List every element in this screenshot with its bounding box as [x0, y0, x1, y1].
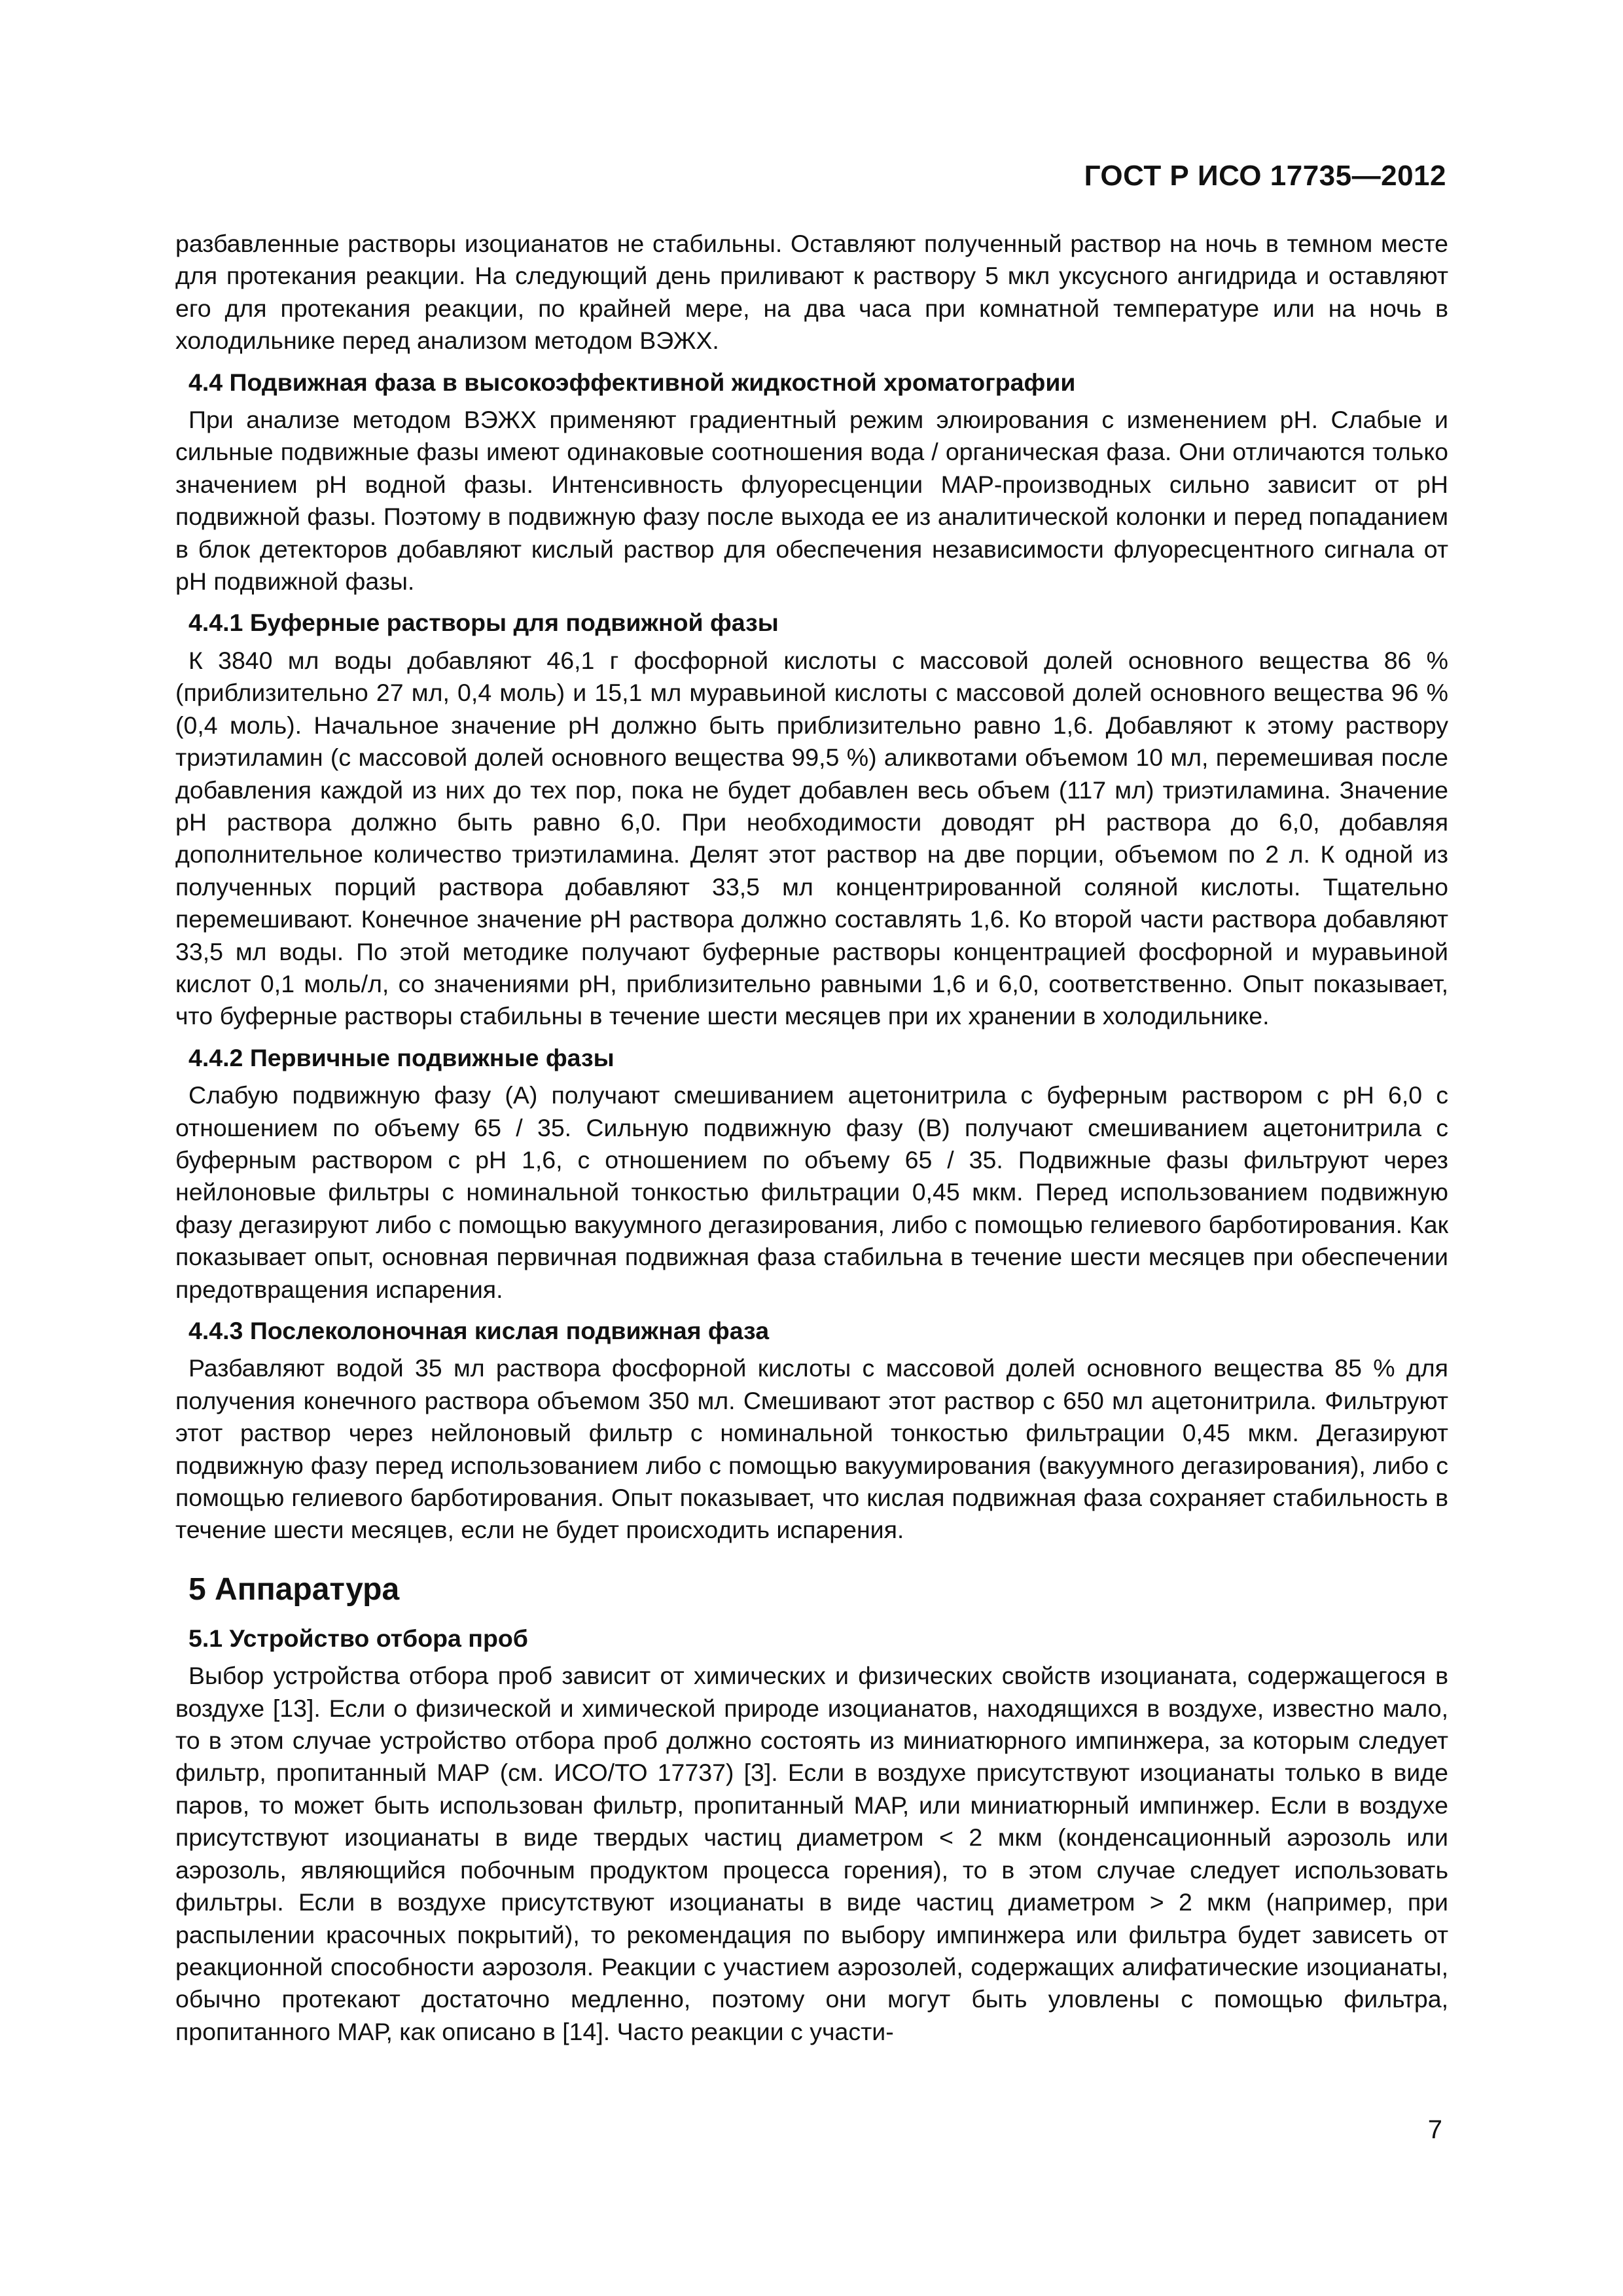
section-4-4-heading: 4.4 Подвижная фаза в высокоэффективной жидкостной хроматографии — [188, 368, 1076, 396]
intro-paragraph: разбавленные растворы изоцианатов не стабильны. Оставляют полученный раствор на ночь в темном месте для протекания реакции. На следующий день приливают к раствору 5 мкл уксусного ангидрида и оставляют его для протекания реакции, по крайней мере, на два часа при комнатной температуре или на ночь в холодильнике перед анализом методом ВЭЖХ. — [175, 230, 1448, 355]
section-5-1-heading: 5.1 Устройство отбора проб — [188, 1624, 528, 1652]
section-4-4-paragraph: При анализе методом ВЭЖХ применяют градиентный режим элюирования с изменением рН. Слабые и сильные подвижные фазы имеют одинаковые соотношения вода / органическая фаза. Они отличаются только значением рН водной фазы. Интенсивность флуоресценции МАР-производных сильно зависит от рН подвижной фазы. Поэтому в подвижную фазу после выхода ее из аналитической колонки и перед попаданием в блок детекторов добавляют кислый раствор для обеспечения независимости флуоресцентного сигнала от рН подвижной фазы. — [175, 406, 1448, 596]
section-5-1-paragraph: Выбор устройства отбора проб зависит от химических и физических свойств изоцианата, содержащегося в воздухе [13]. Если о физической и химической природе изоцианатов, находящихся в воздухе, известно мало, то в этом случае устройство отбора проб должно состоять из миниатюрного импинжера, за которым следует фильтр, пропитанный МАР (см. ИСО/ТО 17737) [3]. Если в воздухе присутствуют изоцианаты только в виде паров, то может быть использован фильтр, пропитанный МАР, или миниатюрный импинжер. Если в воздухе присутствуют изоцианаты в виде твердых частиц диаметром < 2 мкм (конденсационный аэрозоль или аэрозоль, являющийся побочным продуктом процесса горения), то в этом случае следует использовать фильтры. Если в воздухе присутствуют изоцианаты в виде частиц диаметром > 2 мкм (например, при распылении красочных покрытий), то рекомендация по выбору импинжера или фильтра будет зависеть от реакционной способности аэрозоля. Реакции с участием аэрозолей, содержащих алифатические изоцианаты, обычно протекают достаточно медленно, поэтому они могут быть уловлены с помощью фильтра, пропитанного МАР, как описано в [14]. Часто реакции с участи- — [175, 1662, 1448, 2045]
section-4-4-2-heading: 4.4.2 Первичные подвижные фазы — [188, 1043, 615, 1071]
document-header: ГОСТ Р ИСО 17735—2012 — [1084, 160, 1446, 192]
section-4-4-3-paragraph: Разбавляют водой 35 мл раствора фосфорной кислоты с массовой долей основного вещества 85 % для получения конечного раствора объемом 350 мл. Смешивают этот раствор с 650 мл ацетонитрила. Фильтруют этот раствор через нейлоновый фильтр с номинальной тонкостью фильтрации 0,45 мкм. Дегазируют подвижную фазу перед использованием либо с помощью вакуумирования (вакуумного дегазирования), либо с помощью гелиевого барботирования. Опыт показывает, что кислая подвижная фаза сохраняет стабильность в течение шести месяцев, если не будет происходить испарения. — [175, 1354, 1448, 1544]
section-5-heading: 5 Аппаратура — [188, 1571, 400, 1607]
section-4-4-3-heading: 4.4.3 Послеколоночная кислая подвижная фаза — [188, 1317, 770, 1344]
section-4-4-2-paragraph: Слабую подвижную фазу (А) получают смешиванием ацетонитрила с буферным раствором с рН 6,0 с отношением по объему 65 / 35. Сильную подвижную фазу (В) получают смешиванием ацетонитрила с буферным раствором с рН 1,6, с отношением по объему 65 / 35. Подвижные фазы фильтруют через нейлоновые фильтры с номинальной тонкостью фильтрации 0,45 мкм. Перед использованием подвижную фазу дегазируют либо с помощью вакуумного дегазирования, либо с помощью гелиевого барботирования. Как показывает опыт, основная первичная подвижная фаза стабильна в течение шести месяцев при обеспечении предотвращения испарения. — [175, 1081, 1448, 1303]
page-number: 7 — [1427, 2115, 1442, 2144]
page-content — [175, 228, 1448, 2048]
section-4-4-1-heading: 4.4.1 Буферные растворы для подвижной фазы — [188, 609, 779, 637]
section-4-4-1-paragraph: К 3840 мл воды добавляют 46,1 г фосфорной кислоты с массовой долей основного вещества 86 % (приблизительно 27 мл, 0,4 моль) и 15,1 мл муравьиной кислоты с массовой долей основного вещества 96 % (0,4 моль). Начальное значение рН должно быть приблизительно равно 1,6. Добавляют к этому раствору триэтиламин (с массовой долей основного вещества 99,5 %) аликвотами объемом 10 мл, перемешивая после добавления каждой из них до тех пор, пока не будет добавлен весь объем (117 мл) триэтиламина. Значение рН раствора должно быть равно 6,0. При необходимости доводят рН раствора до 6,0, добавляя дополнительное количество триэтиламина. Делят этот раствор на две порции, объемом по 2 л. К одной из полученных порций раствора добавляют 33,5 мл концентрированной соляной кислоты. Тщательно перемешивают. Конечное значение рН раствора должно составлять 1,6. Ко второй части раствора добавляют 33,5 мл воды. По этой методике получают буферные растворы концентрацией фосфорной и муравьиной кислот 0,1 моль/л, со значениями рН, приблизительно равными 1,6 и 6,0, соответственно. Опыт показывает, что буферные растворы стабильны в течение шести месяцев при их хранении в холодильнике. — [175, 646, 1448, 1030]
